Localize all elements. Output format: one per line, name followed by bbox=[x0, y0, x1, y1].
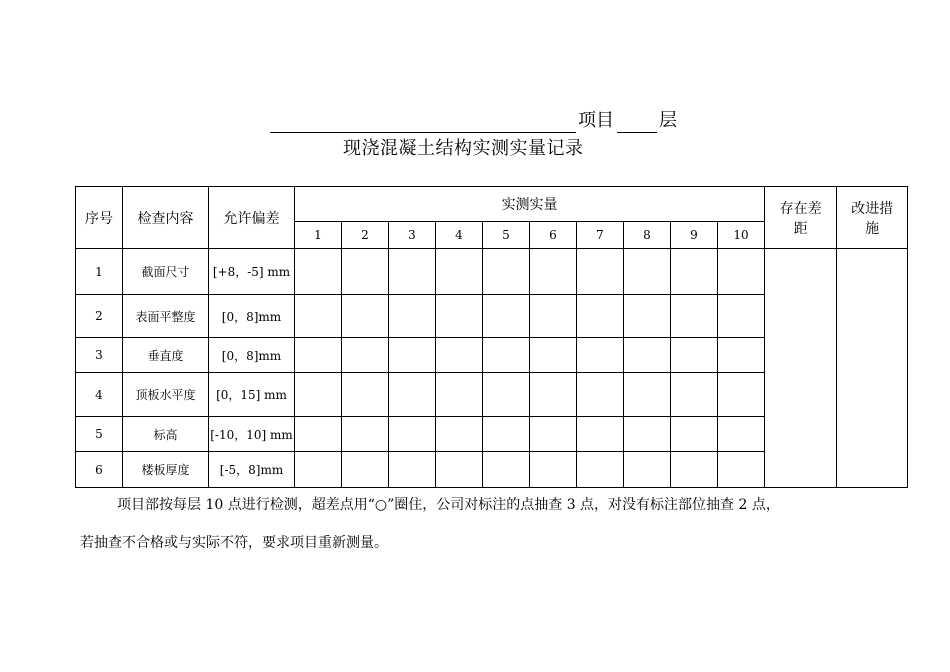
measure-cell[interactable] bbox=[718, 452, 765, 488]
header-measure: 实测实量 bbox=[295, 187, 765, 222]
measure-cell[interactable] bbox=[624, 249, 671, 295]
header-item: 检查内容 bbox=[123, 187, 209, 249]
project-label: 项目 bbox=[578, 110, 614, 131]
measure-cell[interactable] bbox=[624, 452, 671, 488]
measure-cell[interactable] bbox=[671, 417, 718, 452]
table-header-row bbox=[76, 187, 908, 222]
row-seq: 5 bbox=[76, 417, 123, 452]
measure-cell[interactable] bbox=[389, 417, 436, 452]
measure-col-4: 4 bbox=[436, 222, 483, 249]
measure-cell[interactable] bbox=[342, 373, 389, 417]
measure-cell[interactable] bbox=[389, 295, 436, 338]
measure-cell[interactable] bbox=[483, 249, 530, 295]
measure-cell[interactable] bbox=[342, 452, 389, 488]
measure-cell[interactable] bbox=[483, 338, 530, 373]
document-title: 现浇混凝土结构实测实量记录 bbox=[343, 138, 584, 159]
measure-col-5: 5 bbox=[483, 222, 530, 249]
measure-cell[interactable] bbox=[624, 417, 671, 452]
measure-col-9: 9 bbox=[671, 222, 718, 249]
row-item: 顶板水平度 bbox=[123, 373, 209, 417]
floor-label: 层 bbox=[659, 110, 677, 131]
measure-cell[interactable] bbox=[295, 338, 342, 373]
improve-cell[interactable] bbox=[837, 249, 908, 488]
measure-cell[interactable] bbox=[577, 249, 624, 295]
measure-cell[interactable] bbox=[624, 338, 671, 373]
measure-cell[interactable] bbox=[483, 452, 530, 488]
measure-cell[interactable] bbox=[436, 249, 483, 295]
header-improve: 改进措施 bbox=[837, 187, 908, 249]
row-tolerance: [-10，10] mm bbox=[209, 417, 295, 452]
measure-col-3: 3 bbox=[389, 222, 436, 249]
row-seq: 3 bbox=[76, 338, 123, 373]
measure-cell[interactable] bbox=[436, 452, 483, 488]
measure-cell[interactable] bbox=[389, 249, 436, 295]
row-item: 楼板厚度 bbox=[123, 452, 209, 488]
measure-cell[interactable] bbox=[530, 249, 577, 295]
measure-cell[interactable] bbox=[342, 338, 389, 373]
measure-cell[interactable] bbox=[624, 373, 671, 417]
row-item: 表面平整度 bbox=[123, 295, 209, 338]
measure-cell[interactable] bbox=[295, 417, 342, 452]
measure-col-8: 8 bbox=[624, 222, 671, 249]
row-item: 标高 bbox=[123, 417, 209, 452]
row-seq: 4 bbox=[76, 373, 123, 417]
measure-cell[interactable] bbox=[671, 338, 718, 373]
measure-col-2: 2 bbox=[342, 222, 389, 249]
table-row bbox=[76, 249, 908, 295]
measure-col-6: 6 bbox=[530, 222, 577, 249]
measurement-record-table bbox=[75, 186, 908, 488]
measure-cell[interactable] bbox=[436, 417, 483, 452]
header-gap: 存在差距 bbox=[765, 187, 837, 249]
measure-cell[interactable] bbox=[624, 295, 671, 338]
measure-cell[interactable] bbox=[530, 417, 577, 452]
measure-cell[interactable] bbox=[671, 249, 718, 295]
measure-cell[interactable] bbox=[530, 295, 577, 338]
measure-cell[interactable] bbox=[718, 373, 765, 417]
measure-cell[interactable] bbox=[671, 373, 718, 417]
row-seq: 1 bbox=[76, 249, 123, 295]
measure-cell[interactable] bbox=[436, 338, 483, 373]
measure-cell[interactable] bbox=[483, 417, 530, 452]
header-tolerance: 允许偏差 bbox=[209, 187, 295, 249]
measure-cell[interactable] bbox=[436, 373, 483, 417]
measure-col-10: 10 bbox=[718, 222, 765, 249]
measure-cell[interactable] bbox=[483, 295, 530, 338]
row-seq: 2 bbox=[76, 295, 123, 338]
note-line-1: 项目部按每层 10 点进行检测，超差点用“○”圈住，公司对标注的点抽查 3 点，对没有标注部位抽查 2 点， bbox=[117, 497, 780, 513]
measure-cell[interactable] bbox=[671, 452, 718, 488]
header-fill-line bbox=[0, 104, 950, 134]
measure-cell[interactable] bbox=[483, 373, 530, 417]
measure-cell[interactable] bbox=[342, 417, 389, 452]
measure-cell[interactable] bbox=[530, 338, 577, 373]
measure-cell[interactable] bbox=[530, 452, 577, 488]
measure-cell[interactable] bbox=[530, 373, 577, 417]
measure-cell[interactable] bbox=[718, 295, 765, 338]
measure-col-1: 1 bbox=[295, 222, 342, 249]
measure-cell[interactable] bbox=[577, 373, 624, 417]
row-tolerance: [+8，-5] mm bbox=[209, 249, 295, 295]
row-tolerance: [0，15] mm bbox=[209, 373, 295, 417]
header-seq: 序号 bbox=[76, 187, 123, 249]
project-name-blank[interactable] bbox=[270, 132, 576, 133]
measure-cell[interactable] bbox=[342, 249, 389, 295]
measure-cell[interactable] bbox=[389, 373, 436, 417]
note-line-2: 若抽查不合格或与实际不符，要求项目重新测量。 bbox=[80, 535, 388, 551]
measure-cell[interactable] bbox=[671, 295, 718, 338]
measure-cell[interactable] bbox=[577, 338, 624, 373]
measure-cell[interactable] bbox=[577, 295, 624, 338]
measure-cell[interactable] bbox=[436, 295, 483, 338]
measure-cell[interactable] bbox=[295, 452, 342, 488]
measure-cell[interactable] bbox=[389, 338, 436, 373]
row-tolerance: [0，8]mm bbox=[209, 338, 295, 373]
measure-cell[interactable] bbox=[718, 249, 765, 295]
row-tolerance: [0，8]mm bbox=[209, 295, 295, 338]
measure-cell[interactable] bbox=[718, 417, 765, 452]
measure-cell[interactable] bbox=[342, 295, 389, 338]
row-tolerance: [-5，8]mm bbox=[209, 452, 295, 488]
measure-cell[interactable] bbox=[389, 452, 436, 488]
measure-cell[interactable] bbox=[295, 295, 342, 338]
measure-cell[interactable] bbox=[718, 338, 765, 373]
gap-cell[interactable] bbox=[765, 249, 837, 488]
measure-cell[interactable] bbox=[577, 417, 624, 452]
measure-col-7: 7 bbox=[577, 222, 624, 249]
floor-number-blank[interactable] bbox=[617, 132, 657, 133]
row-item: 垂直度 bbox=[123, 338, 209, 373]
measure-cell[interactable] bbox=[295, 373, 342, 417]
row-seq: 6 bbox=[76, 452, 123, 488]
measure-cell[interactable] bbox=[577, 452, 624, 488]
row-item: 截面尺寸 bbox=[123, 249, 209, 295]
measure-cell[interactable] bbox=[295, 249, 342, 295]
